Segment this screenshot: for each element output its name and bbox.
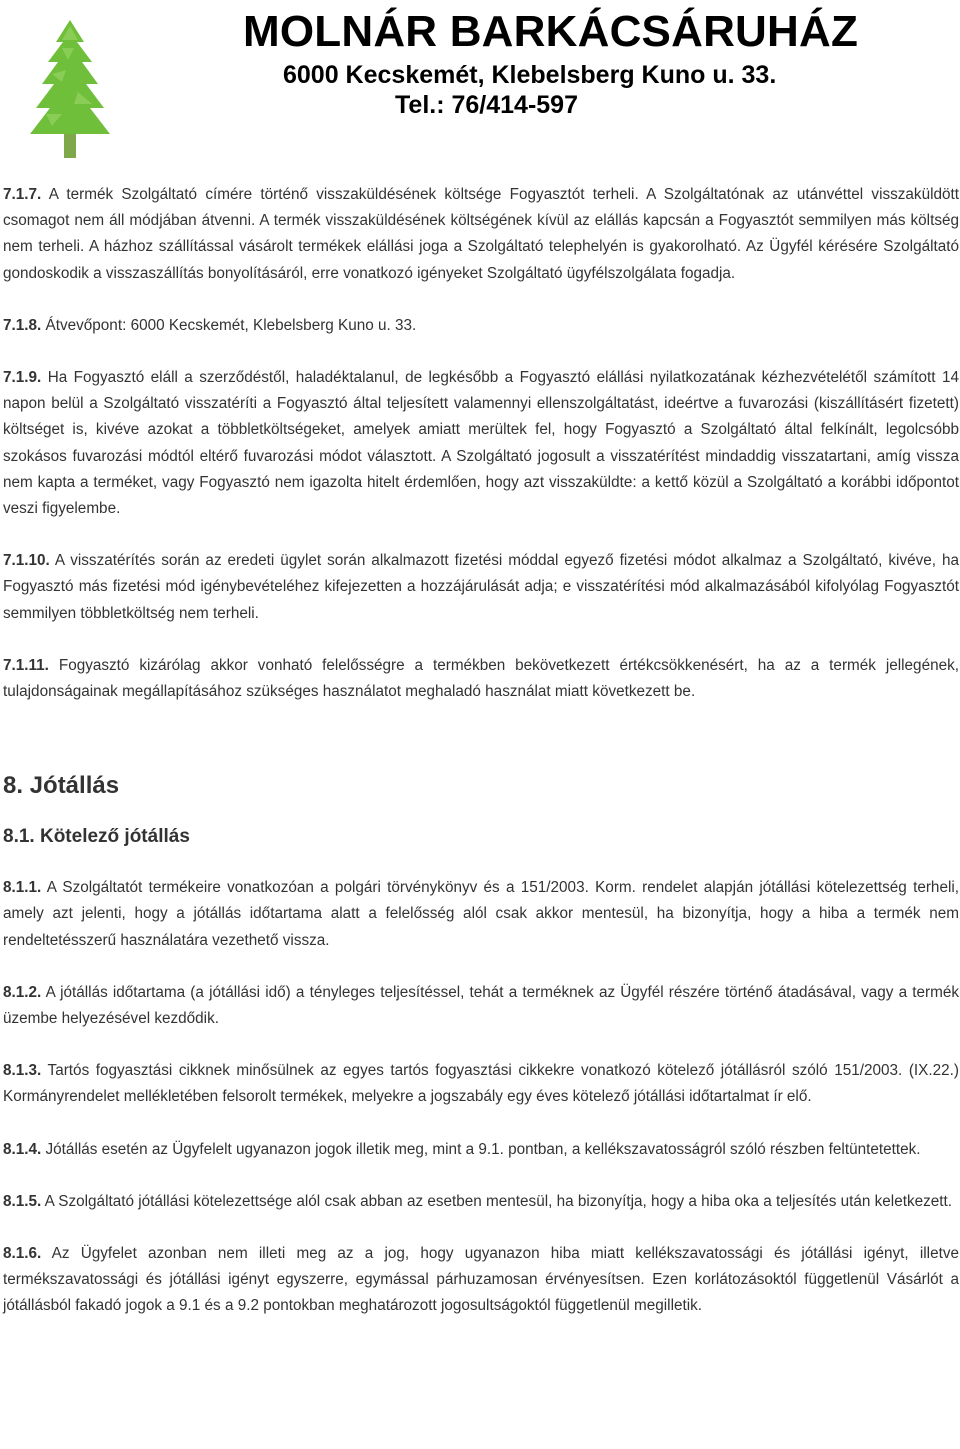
section-heading-8-1: 8.1. Kötelező jótállás bbox=[3, 826, 190, 848]
paragraph-text: Tartós fogyasztási cikknek minősülnek az egyes tartós fogyasztási cikkekre vonatkozó kötelező jótállásról szóló 151/2003. (IX.22.) Kormányrendelet mellékletében felsorolt termékek, melyekre a jogszabály egy éves kötelező jótállási időtartalmat ír elő. bbox=[3, 1062, 959, 1106]
paragraph-7-1-7 bbox=[3, 182, 959, 287]
company-name: MOLNÁR BARKÁCSÁRUHÁZ bbox=[243, 7, 859, 56]
section-number: 8.1.4. bbox=[3, 1140, 42, 1158]
paragraph-text: A visszatérítés során az eredeti ügylet során alkalmazott fizetési móddal egyező fizetési módot alkalmaz a Szolgáltató, kivéve, ha Fogyasztó más fizetési mód igénybevételéhez kifejezetten a hozzájárulását adja; e visszatérítési mód alkalmazásából kifolyólag Fogyasztót semmilyen többletköltség nem terheli. bbox=[3, 552, 959, 622]
paragraph-8-1-1 bbox=[3, 875, 959, 954]
section-number: 7.1.9. bbox=[3, 369, 42, 387]
section-number: 7.1.11. bbox=[3, 656, 49, 674]
paragraph-8-1-3 bbox=[3, 1058, 959, 1110]
paragraph-text: A termék Szolgáltató címére történő visszaküldésének költsége Fogyasztót terheli. A Szolgáltatónak az utánvéttel visszaküldött csomagot nem áll módjában átvenni. A termék visszaküldésének költségének kívül az elállás kapcsán a Fogyasztót semmilyen más költség nem terheli. A házhoz szállítással vásárolt termékek elállási joga a Szolgáltató telephelyén is gyakorolható. Az Ügyfél kérésére Szolgáltató gondoskodik a visszaszállítás bonyolításáról, erre vonatkozó igényeket Szolgáltató ügyfélszolgálata fogadja. bbox=[3, 186, 959, 282]
paragraph-8-1-4 bbox=[3, 1137, 959, 1163]
document-body bbox=[3, 182, 959, 1320]
paragraph-7-1-11 bbox=[3, 653, 959, 705]
section-number: 8.1.6. bbox=[3, 1245, 42, 1263]
document-header bbox=[0, 0, 960, 170]
paragraph-text: Az Ügyfelet azonban nem illeti meg az a jog, hogy ugyanazon hiba miatt kellékszavatossági és jótállási igényt, illetve termékszavatossági és jótállási igényt egyszerre, egymással párhuzamosan érvényesítsen. Ezen korlátozásoktól függetlenül Vásárlót a jótállásból fakadó jogok a 9.1 és a 9.2 pontokban meghatározott jogosultságoktól függetlenül megilletik. bbox=[3, 1245, 959, 1315]
section-number: 8.1.1. bbox=[3, 879, 42, 897]
paragraph-8-1-2 bbox=[3, 980, 959, 1032]
section-heading-8: 8. Jótállás bbox=[3, 772, 120, 800]
paragraph-7-1-10 bbox=[3, 548, 959, 627]
company-address: 6000 Kecskemét, Klebelsberg Kuno u. 33. bbox=[283, 61, 777, 89]
paragraph-8-1-6 bbox=[3, 1241, 959, 1320]
paragraph-text: Jótállás esetén az Ügyfelelt ugyanazon jogok illetik meg, mint a 9.1. pontban, a kellékszavatosságról szóló részben feltüntetettek. bbox=[41, 1140, 921, 1158]
section-number: 8.1.3. bbox=[3, 1062, 42, 1080]
paragraph-text: A jótállás időtartama (a jótállási idő) a tényleges teljesítéssel, tehát a terméknek az Ügyfél részére történő átadásával, vagy a termék üzembe helyezésével kezdődik. bbox=[3, 983, 959, 1028]
paragraph-text: Átvevőpont: 6000 Kecskemét, Klebelsberg Kuno u. 33. bbox=[41, 316, 417, 334]
section-number: 7.1.10. bbox=[3, 552, 50, 570]
paragraph-text: A Szolgáltató jótállási kötelezettsége alól csak abban az esetben mentesül, ha bizonyítja, hogy a hiba oka a teljesítés után keletkezett. bbox=[41, 1192, 953, 1210]
section-number: 7.1.7. bbox=[3, 186, 42, 203]
paragraph-7-1-8 bbox=[3, 313, 959, 339]
company-phone: Tel.: 76/414-597 bbox=[395, 91, 578, 119]
section-number: 7.1.8. bbox=[3, 316, 42, 334]
paragraph-text: Fogyasztó kizárólag akkor vonható felelősségre a termékben bekövetkezett értékcsökkenésért, ha az a termék jellegének, tulajdonságainak megállapításához szükséges használatot meghaladó használat miatt következett be. bbox=[3, 656, 959, 701]
paragraph-8-1-5 bbox=[3, 1189, 959, 1215]
pine-tree-icon bbox=[22, 18, 118, 164]
section-number: 8.1.5. bbox=[3, 1192, 42, 1210]
paragraph-7-1-9 bbox=[3, 365, 959, 522]
section-number: 8.1.2. bbox=[3, 983, 42, 1001]
paragraph-text: A Szolgáltatót termékeire vonatkozóan a polgári törvénykönyv és a 151/2003. Korm. rendelet alapján jótállási kötelezettség terheli, amely azt jelenti, hogy a jótállás időtartama alatt a felelősség alól csak akkor mentesül, ha bizonyítja, hogy a hiba a termék nem rendeltetésszerű használatára vezethető vissza. bbox=[3, 879, 959, 949]
paragraph-text: Ha Fogyasztó eláll a szerződéstől, haladéktalanul, de legkésőbb a Fogyasztó elállási nyilatkozatának kézhezvételétől számított 14 napon belül a Szolgáltató visszatéríti a Fogyasztó által teljesített valamennyi ellenszolgáltatást, ideértve a fuvarozási (kiszállításért fizetett) költséget is, kivéve azokat a többletköltségeket, amelyek amiatt merültek fel, hogy Fogyasztó a Szolgáltató által felkínált, legolcsóbb szokásos fuvarozási módtól eltérő fuvarozási módot választott. A Szolgáltató jogosult a visszatérítést mindaddig visszatartani, amíg vissza nem kapta a terméket, vagy Fogyasztó nem igazolta hitelt érdemlően, hogy azt visszaküldte: a kettő közül a Szolgáltató a korábbi időpontot veszi figyelembe. bbox=[3, 369, 959, 518]
